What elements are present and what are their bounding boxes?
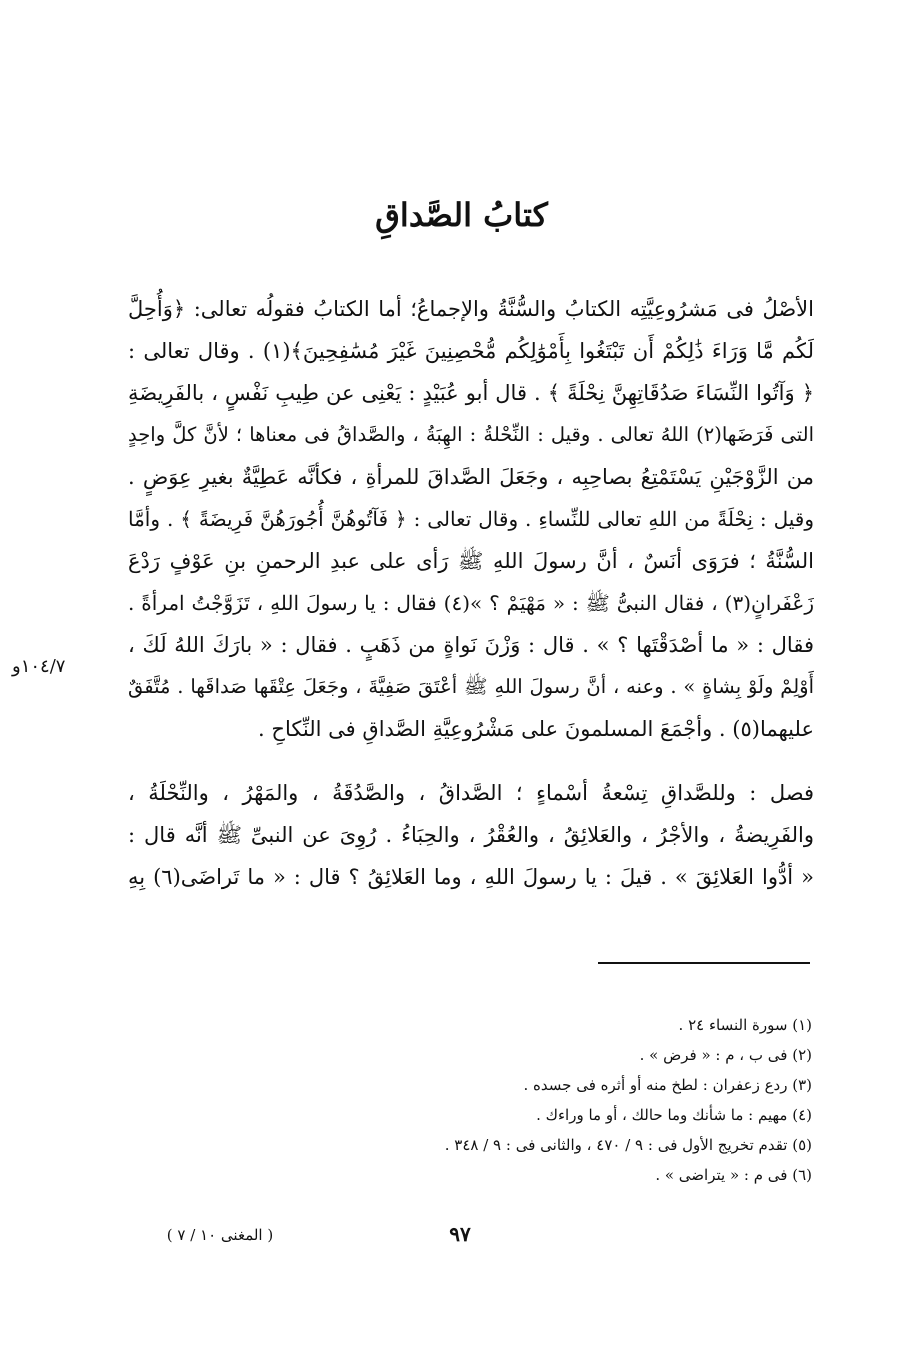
margin-reference: ١٠٤/٧و <box>12 656 66 677</box>
text-line: ﴿ وَآتُوا النِّسَاءَ صَدُقَاتِهِنَّ نِحْلَةً ﴾ . قال أبو عُبَيْدٍ : يَعْنِى عن طِيبِ نَفْسٍ ، بالفَرِيضَةِ <box>128 381 814 405</box>
footnotes <box>300 1010 812 1190</box>
paragraph-section <box>128 772 814 898</box>
text-line: « أدُّوا العَلائِقَ » . قيلَ : يا رسولَ اللهِ ، وما العَلائِقُ ؟ قال : « ما تَراضَى(٦) بِهِ <box>128 865 814 889</box>
text-line: فصل : وللصَّداقِ تِسْعةُ أسْماءٍ ؛ الصَّداقُ ، والصَّدُقَةُ ، والمَهْرُ ، والنِّحْلَةُ ، <box>128 781 814 805</box>
running-footer: ( المغنى ١٠ / ٧ ) <box>166 1226 274 1244</box>
text-line: أَوْلِمْ ولَوْ بِشاةٍ » . وعنه ، أنَّ رسولَ اللهِ ﷺ أعْتَقَ صَفِيَّةَ ، وجَعَلَ عِتْقَها صَداقَها . مُتَّفَقٌ <box>128 675 814 698</box>
text-line: السُّنَّةُ ؛ فرَوَى أنَسٌ ، أنَّ رسولَ اللهِ ﷺ رَأى على عبدِ الرحمنِ بنِ عَوْفٍ رَدْعَ <box>128 549 814 573</box>
text-line: عليهما(٥) . وأجْمَعَ المسلمونَ على مَشْرُوعِيَّةِ الصَّداقِ فى النِّكاحِ . <box>258 717 814 741</box>
text-line: زَعْفَرانٍ(٣) ، فقال النبىُّ ﷺ : « مَهْيَمْ ؟ »(٤) فقال : يا رسولَ اللهِ ، تَزَوَّجْتُ امرأةً . <box>128 591 814 615</box>
text-line: التى فَرَضَها(٢) اللهُ تعالى . وقيل : النِّحْلةُ : الهِبَةُ ، والصَّداقُ فى معناها ؛ لأنَّ كلَّ واحِدٍ <box>128 423 814 446</box>
text-line: لَكُم مَّا وَرَاءَ ذَٰلِكُمْ أَن تَبْتَغُوا بِأَمْوَٰلِكُم مُّحْصِنِينَ غَيْرَ مُسَٰفِحِينَ﴾(١) . وقال تعالى : <box>128 339 814 363</box>
footnote-divider <box>598 962 810 964</box>
footnote: (٦) فى م : « يتراضى » . <box>655 1166 812 1184</box>
text-line: فقال : « ما أصْدَقْتَها ؟ » . قال : وَزْنَ نَواةٍ من ذَهَبٍ . فقال : « بارَكَ اللهُ لَكَ ، <box>128 633 814 657</box>
page-number: ٩٧ <box>449 1222 471 1246</box>
text-line: وقيل : نِحْلَةً من اللهِ تعالى للنِّساءِ . وقال تعالى : ﴿ فَآتُوهُنَّ أُجُورَهُنَّ فَرِيضَةً ﴾ . وأمَّا <box>128 507 814 531</box>
footnote: (٢) فى ب ، م : « فرض » . <box>639 1046 812 1064</box>
text-line: والفَرِيضةُ ، والأجْرُ ، والعَلائِقُ ، والعُقْرُ ، والحِبَاءُ . رُوِىَ عن النبىِّ ﷺ أنَّه قال : <box>128 823 814 847</box>
chapter-title: كتابُ الصَّداقِ <box>375 196 548 234</box>
footnote: (١) سورة النساء ٢٤ . <box>678 1016 812 1034</box>
footnote: (٤) مهيم : ما شأنك وما حالك ، أو ما وراءك . <box>536 1106 812 1124</box>
footnote: (٥) تقدم تخريج الأول فى : ٩ / ٤٧٠ ، والثانى فى : ٩ / ٣٤٨ . <box>444 1136 812 1154</box>
main-text <box>128 288 814 898</box>
paragraph-intro <box>128 288 814 750</box>
text-line: الأصْلُ فى مَشرُوعِيَّتِه الكتابُ والسُّنَّةُ والإجماعُ؛ أما الكتابُ فقولُه تعالى: ﴿وَأُحِلَّ <box>128 297 814 321</box>
footnote: (٣) ردع زعفران : لطخ منه أو أثره فى جسده . <box>523 1076 812 1094</box>
text-line: من الزَّوْجَيْنِ يَسْتَمْتِعُ بصاحِبِه ، وجَعَلَ الصَّداقَ للمرأةِ ، فكأنَّه عَطِيَّةٌ بغيرِ عِوَضٍ . <box>128 465 814 489</box>
